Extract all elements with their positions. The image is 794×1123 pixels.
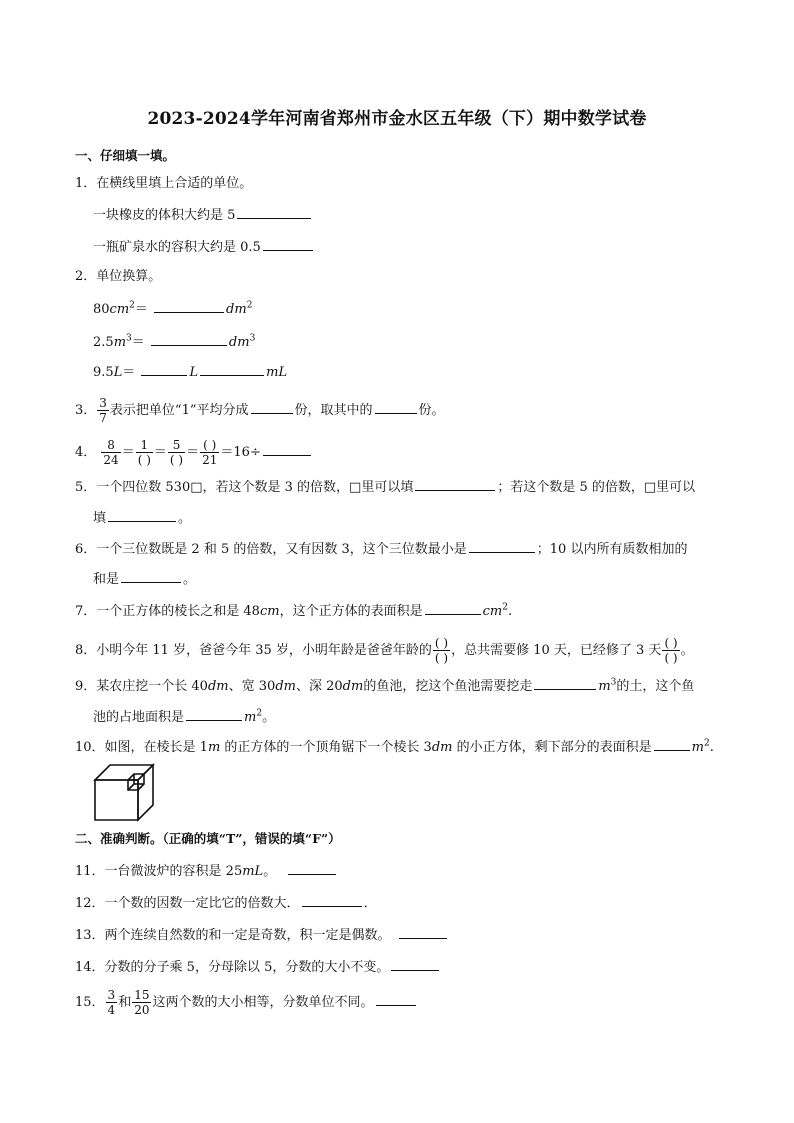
question-6: 6．一个三位数既是 2 和 5 的倍数，又有因数 3，这个三位数最小是 ；10 以内所有质数相加的 [75,539,687,559]
answer-blank[interactable] [534,676,596,690]
fraction: $\frac{3}{7}$ [99,396,107,425]
answer-blank[interactable] [399,925,447,939]
question-10: 10．如图，在棱长是 1m 的正方体的一个顶角锯下一个棱长 3dm 的小正方体，剩下部分的表面积是 $m^2$. [75,738,714,755]
cube-diagram [92,762,158,824]
question-4: 4． $\frac{8}{24}$ ＝ $\frac{1}{( )}$ ＝ $\frac{5}{( )}$ ＝ $\frac{( )}{21}$ ＝16÷ [75,438,313,467]
answer-blank[interactable] [154,299,224,313]
answer-blank[interactable] [375,400,417,414]
answer-blank[interactable] [237,205,311,219]
question-6-cont: 和是 。 [93,569,196,589]
question-1a: 一块橡皮的体积大约是 5 [93,205,313,225]
question-9: 9．某农庄挖一个长 40dm、宽 30dm、深 20dm的鱼池，挖这个鱼池需要挖走 $m^3$的土，这个鱼 [75,677,695,694]
answer-blank[interactable] [425,601,481,615]
question-2a: $80cm^2= dm^2$ [93,300,253,317]
question-5-cont: 填 。 [93,508,191,528]
question-2b: $2.5m^3= dm^3$ [93,333,256,350]
fraction: $\frac{3}{4}$ [107,988,116,1017]
question-2: 2．单位换算。 [75,269,162,284]
fraction: $\frac{( )}{( )}$ [664,636,678,665]
answer-blank[interactable] [141,362,187,376]
answer-blank[interactable] [654,737,690,751]
section-1-heading: 一、仔细填一填。 [75,148,176,163]
answer-blank[interactable] [186,707,242,721]
question-15: 15． $\frac{3}{4}$ 和 $\frac{15}{20}$ 这两个数的大小相等，分数单位不同。 [75,988,418,1017]
question-1b: 一瓶矿泉水的容积大约是 0.5 [93,237,315,257]
fraction: $\frac{5}{( )}$ [169,438,184,467]
fraction: $\frac{8}{24}$ [103,438,119,467]
question-13: 13．两个连续自然数的和一定是奇数，积一定是偶数。 [75,925,449,945]
answer-blank[interactable] [251,400,293,414]
question-5: 5．一个四位数 530□，若这个数是 3 的倍数，□里可以填 ；若这个数是 5 的倍数，□里可以 [75,477,695,497]
fraction: $\frac{( )}{21}$ [202,438,218,467]
answer-blank[interactable] [151,332,227,346]
question-3: 3． $\frac{3}{7}$ 表示把单位“1”平均分成 份，取其中的 份。 [75,396,445,425]
question-8: 8．小明今年 11 岁，爸爸今年 35 岁，小明年龄是爸爸年龄的 $\frac{( )}{( )}$ ，总共需要修 10 天，已经修了 3 天 $\frac{( )}{( )}$ 。 [75,636,694,665]
question-9-cont: 池的占地面积是 $m^2$。 [93,708,276,725]
question-2c: 9.5L＝ L mL [93,362,287,382]
question-1: 1．在横线里填上合适的单位。 [75,176,253,191]
section-2-heading: 二、准确判断。（正确的填“T”，错误的填“F”） [75,831,341,846]
answer-blank[interactable] [376,992,416,1006]
fraction: $\frac{( )}{( )}$ [434,636,449,665]
answer-blank[interactable] [263,237,313,251]
question-12: 12．一个数的因数一定比它的倍数大． ． [75,893,377,913]
answer-blank[interactable] [108,508,176,522]
question-14: 14．分数的分子乘 5，分母除以 5，分数的大小不变。 [75,957,441,977]
fraction: $\frac{1}{( )}$ [137,438,151,467]
answer-blank[interactable] [391,957,439,971]
fraction: $\frac{15}{20}$ [134,988,150,1017]
question-7: 7．一个正方体的棱长之和是 48cm，这个正方体的表面积是 $cm^2$. [75,602,513,619]
answer-blank[interactable] [415,477,495,491]
question-11: 11．一台微波炉的容积是 25mL。 [75,861,338,881]
answer-blank[interactable] [288,861,336,875]
answer-blank[interactable] [302,893,362,907]
answer-blank[interactable] [469,539,535,553]
answer-blank[interactable] [200,362,264,376]
answer-blank[interactable] [121,569,181,583]
page-title: 2023-2024学年河南省郑州市金水区五年级（下）期中数学试卷 [147,109,647,129]
answer-blank[interactable] [263,442,311,456]
